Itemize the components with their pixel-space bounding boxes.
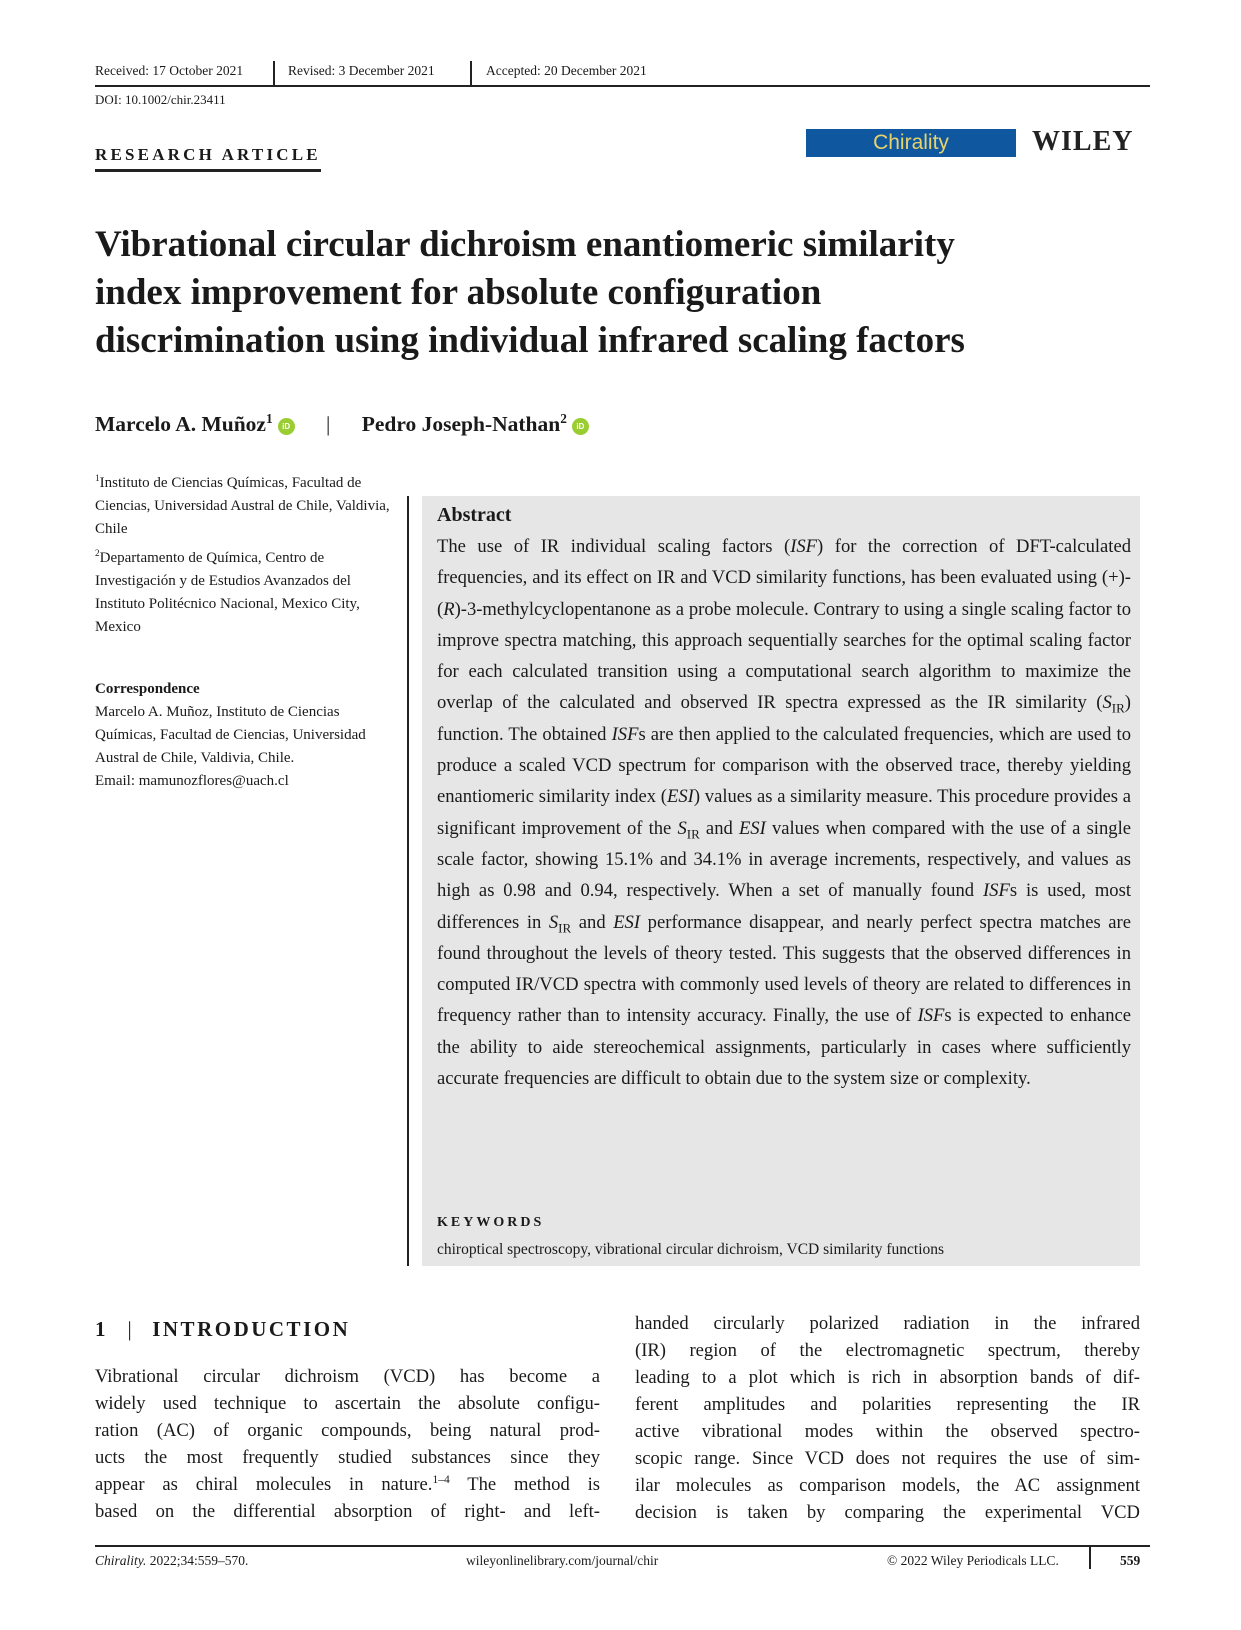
divider [470,61,472,85]
affiliations [95,472,395,639]
affiliation-text: Departamento de Química, Centro de Investigación y de Estudios Avanzados del Instituto Politécnico Nacional, Mexico City, Mexico [95,550,360,635]
orcid-icon[interactable]: iD [572,418,589,435]
text-line: based on the differential absorption of right- and left- [95,1501,600,1522]
section-title: INTRODUCTION [152,1317,351,1341]
revised-date: Revised: 3 December 2021 [288,63,435,78]
affiliation [95,547,395,639]
footer-copyright: © 2022 Wiley Periodicals LLC. [887,1553,1059,1568]
correspondence-heading: Correspondence [95,681,200,697]
title-line: index improvement for absolute configuration [95,272,822,313]
text-line: appear as chiral molecules in nature.$^{1-4}$ The method is [95,1473,600,1495]
text-line: ilar molecules as comparison models, the AC assignment [635,1475,1140,1496]
text-line: Vibrational circular dichroism (VCD) has become a [95,1366,600,1387]
intro-right-column [635,1310,1140,1526]
divider [273,61,275,85]
citation-ref[interactable]: 1–4 [432,1473,450,1486]
text-line: ferent amplitudes and polarities representing the IR [635,1394,1140,1415]
affiliation-sup: 2 [95,549,100,559]
keywords: chiroptical spectroscopy, vibrational circular dichroism, VCD similarity functions [437,1241,945,1258]
author-list [95,412,589,437]
correspondence-text: Marcelo A. Muñoz, Instituto de Ciencias Químicas, Facultad de Ciencias, Universidad Austral de Chile, Valdivia, Chile. [95,704,366,766]
text-line: scopic range. Since VCD does not requires the use of sim- [635,1448,1140,1469]
accepted-date: Accepted: 20 December 2021 [486,63,647,78]
article-dates [95,61,1150,87]
footer-url[interactable]: wileyonlinelibrary.com/journal/chir [466,1553,659,1568]
text-line: handed circularly polarized radiation in the infrared [635,1313,1140,1334]
text-line: decision is taken by comparing the experimental VCD [635,1502,1140,1523]
author-affil-sup: 1 [265,410,273,426]
text-line: (IR) region of the electromagnetic spectrum, thereby [635,1340,1140,1361]
text-line: ration (AC) of organic compounds, being natural prod- [95,1420,600,1441]
paper-title [95,221,1175,365]
divider [1089,1547,1091,1569]
keywords-heading: KEYWORDS [437,1215,545,1230]
author-affil-sup: 2 [560,410,567,426]
author-name[interactable]: Marcelo A. Muñoz [95,412,266,436]
publisher-logo: WILEY [1032,126,1134,157]
abstract-rule [407,496,409,1266]
title-line: discrimination using individual infrared scaling factors [95,320,965,361]
author-separator: | [326,412,331,436]
section-number: 1 [95,1317,106,1341]
text-line: leading to a plot which is rich in absorption bands of dif- [635,1367,1140,1388]
journal-badge: Chirality [806,129,1016,157]
section-heading: 1 | INTRODUCTION [95,1317,351,1341]
text-line: ucts the most frequently studied substances since they [95,1447,600,1468]
footer-citation: Chirality. 2022;34:559–570. [95,1553,249,1568]
abstract-heading: Abstract [437,504,512,526]
author-name[interactable]: Pedro Joseph-Nathan [361,412,561,436]
abstract-text: The use of IR individual scaling factors (ISF) for the correction of DFT-calculated frequencies, and its effect on IR and VCD similarity functions, has been evaluated using (+)-(R)-3-methylcyclopentanone as a probe molecule. Contrary to using a single scaling factor to improve spectra matching, this approach sequentially searches for the optimal scaling factor for each calculated transition using a computational search algorithm to maximize the overlap of the calculated and observed IR spectra expressed as the IR similarity $(S_{IR})$ function. The obtained ISFs are then applied to the calculated frequencies, which are used to produce a scaled VCD spectrum for comparison with the observed trace, thereby yielding enantiomeric similarity index (ESI) values as a similarity measure. This procedure provides a significant improvement of the $S_{IR}$ and ESI values when compared with the use of a single scale factor, showing 15.1% and 34.1% in average increments, respectively, and values as high as 0.98 and 0.94, respectively. When a set of manually found ISFs is used, most differences in $S_{IR}$ and ESI performance disappear, and nearly perfect spectra matches are found throughout the levels of theory tested. This suggests that the observed differences in computed IR/VCD spectra with commonly used levels of theory are related to differences in frequency rather than to intensity accuracy. Finally, the use of ISFs is expected to enhance the ability to aide stereochemical assignments, particularly in cases where sufficiently accurate frequencies are difficult to obtain due to the system size or complexity. [437,536,1131,1090]
intro-left-column [95,1363,600,1525]
text-line: active vibrational modes within the observed spectro- [635,1421,1140,1442]
footer-rule [95,1545,1150,1547]
affiliation-text: Instituto de Ciencias Químicas, Facultad de Ciencias, Universidad Austral de Chile, Valdivia, Chile [95,475,390,537]
doi[interactable]: DOI: 10.1002/chir.23411 [95,92,226,107]
correspondence-email[interactable]: Email: mamunozflores@uach.cl [95,773,289,789]
affiliation-sup: 1 [95,474,100,484]
correspondence [95,678,395,793]
page-number: 559 [1120,1553,1141,1568]
article-type: RESEARCH ARTICLE [95,145,321,172]
affiliation [95,472,395,541]
orcid-icon[interactable]: iD [278,418,295,435]
title-line: Vibrational circular dichroism enantiomeric similarity [95,224,955,265]
text-line: widely used technique to ascertain the absolute configu- [95,1393,600,1414]
received-date: Received: 17 October 2021 [95,63,244,78]
